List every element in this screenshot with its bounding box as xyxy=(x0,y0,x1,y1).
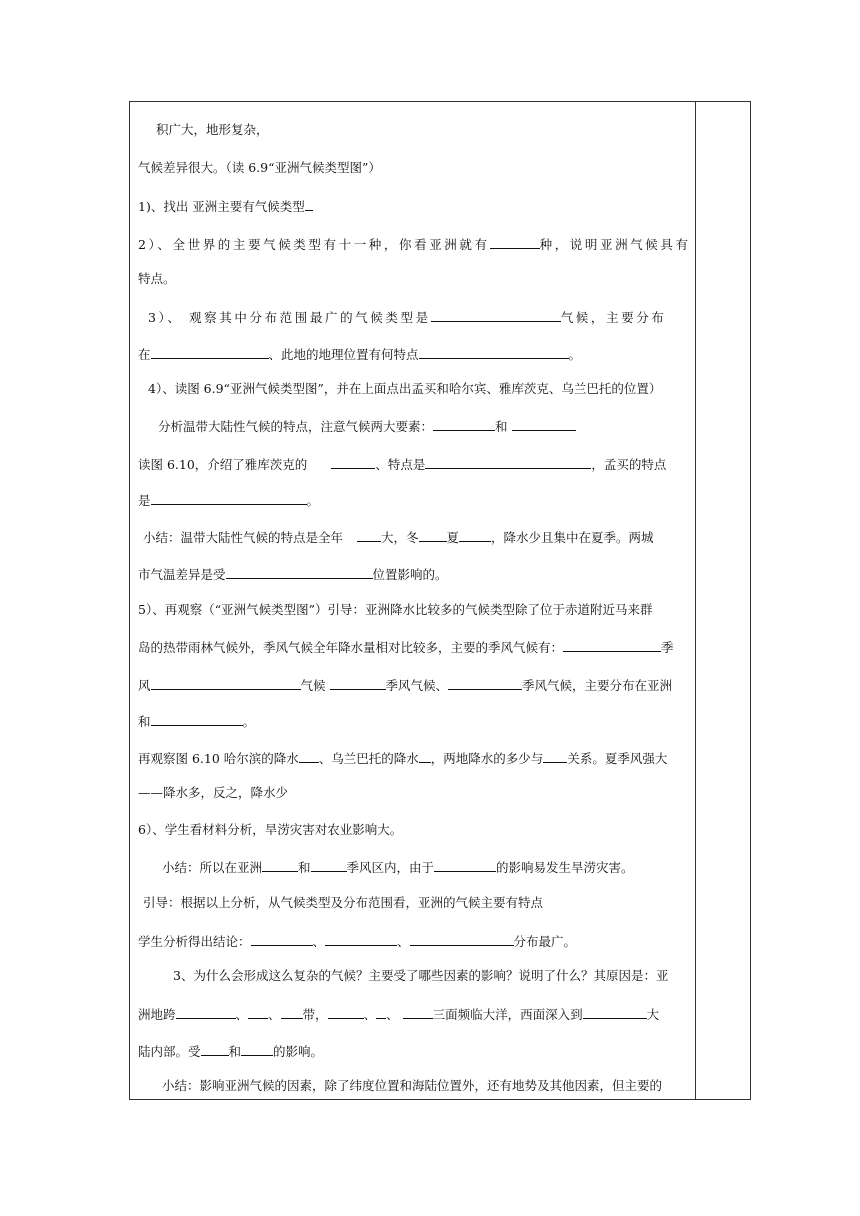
blank[interactable] xyxy=(325,932,397,946)
blank[interactable] xyxy=(563,638,661,652)
line-23: 学生分析得出结论： 、 、 分布最广。 xyxy=(138,934,577,949)
line-18: 再观察图 6.10 哈尔滨的降水 、乌兰巴托的降水 ，两地降水的多少与 关系。夏季风强大 xyxy=(138,751,668,766)
blank[interactable] xyxy=(151,345,269,359)
blank[interactable] xyxy=(262,858,298,872)
blank[interactable] xyxy=(403,1005,433,1019)
line-27: 小结：影响亚洲气候的因素，除了纬度位置和海陆位置外，还有地势及其他因素，但主要的 xyxy=(162,1078,663,1093)
line-4: 2）、全世界的主要气候类型有十一种，你看亚洲就有 种，说明亚洲气候具有 xyxy=(138,237,691,252)
blank[interactable] xyxy=(328,1005,364,1019)
table-column-divider xyxy=(695,101,696,1100)
line-19: ——降水多，反之，降水少 xyxy=(138,785,289,800)
blank[interactable] xyxy=(241,1042,273,1056)
blank[interactable] xyxy=(248,1005,268,1019)
blank[interactable] xyxy=(459,528,491,542)
line-17: 和 。 xyxy=(138,714,256,729)
blank[interactable] xyxy=(376,1005,386,1019)
line-11: 是 。 xyxy=(138,493,320,508)
line-13: 市气温差异是受 位置影响的。 xyxy=(138,567,448,582)
line-24: 3、为什么会形成这么复杂的气候？主要受了哪些因素的影响？说明了什么？其原因是：亚 xyxy=(173,968,669,983)
blank[interactable] xyxy=(419,749,431,763)
line-7: 在 、此地的地理位置有何特点 。 xyxy=(138,347,582,362)
blank[interactable] xyxy=(357,528,381,542)
blank[interactable] xyxy=(434,858,496,872)
line-15: 岛的热带雨林气候外，季风气候全年降水量相对比较多，主要的季风气候有： 季 xyxy=(138,640,674,655)
blank[interactable] xyxy=(151,712,243,726)
line-21: 小结：所以在亚洲 和 季风区内，由于 的影响易发生旱涝灾害。 xyxy=(162,860,634,875)
blank[interactable] xyxy=(419,528,447,542)
blank[interactable] xyxy=(305,197,313,211)
line-2: 气候差异很大。（读 6.9“亚洲气候类型图”） xyxy=(138,160,381,175)
blank[interactable] xyxy=(433,417,495,431)
line-14: 5）、再观察（“亚洲气候类型图”）引导：亚洲降水比较多的气候类型除了位于赤道附近马来群 xyxy=(138,602,653,617)
line-1: 积广大，地形复杂， xyxy=(156,122,269,137)
blank[interactable] xyxy=(299,749,319,763)
line-10: 读图 6.10，介绍了雅库茨克的 、特点是 ，孟买的特点 xyxy=(138,457,667,472)
blank[interactable] xyxy=(311,858,347,872)
blank[interactable] xyxy=(201,1042,229,1056)
blank[interactable] xyxy=(543,749,567,763)
line-3: 1)、找出 亚洲主要有气候类型 xyxy=(138,197,313,215)
blank[interactable] xyxy=(330,676,386,690)
line-12: 小结：温带大陆性气候的特点是全年 大，冬 夏 ，降水少且集中在夏季。两城 xyxy=(143,530,654,545)
line-16: 风 气候 季风气候、 季风气候，主要分布在亚洲 xyxy=(138,678,673,693)
blank[interactable] xyxy=(419,345,569,359)
blank[interactable] xyxy=(151,676,301,690)
blank[interactable] xyxy=(281,1005,303,1019)
blank[interactable] xyxy=(583,1005,647,1019)
blank[interactable] xyxy=(410,932,514,946)
line-6: 3）、 观察其中分布范围最广的气候类型是 气候，主要分布 xyxy=(148,310,667,325)
blank[interactable] xyxy=(431,308,561,322)
blank[interactable] xyxy=(490,235,540,249)
blank[interactable] xyxy=(251,932,313,946)
blank[interactable] xyxy=(425,455,591,469)
blank[interactable] xyxy=(331,455,375,469)
blank[interactable] xyxy=(512,417,576,431)
line-5: 特点。 xyxy=(138,271,176,286)
line-22: 引导：根据以上分析，从气候类型及分布范围看，亚洲的气候主要有特点 xyxy=(143,895,544,910)
blank[interactable] xyxy=(226,565,373,579)
blank[interactable] xyxy=(176,1005,236,1019)
line-26: 陆内部。受 和 的影响。 xyxy=(138,1044,324,1059)
blank[interactable] xyxy=(151,491,307,505)
line-9: 分析温带大陆性气候的特点，注意气候两大要素： 和 xyxy=(158,417,576,435)
line-8: 4）、读图 6.9“亚洲气候类型图”，并在上面点出孟买和哈尔宾、雅库茨克、乌兰巴托的位置） xyxy=(148,381,662,396)
line-25: 洲地跨 、 、 带， 、 、 三面频临大洋，西面深入到 大 xyxy=(138,1007,660,1022)
line-20: 6）、学生看材料分析，旱涝灾害对农业影响大。 xyxy=(138,822,403,837)
blank[interactable] xyxy=(448,676,522,690)
